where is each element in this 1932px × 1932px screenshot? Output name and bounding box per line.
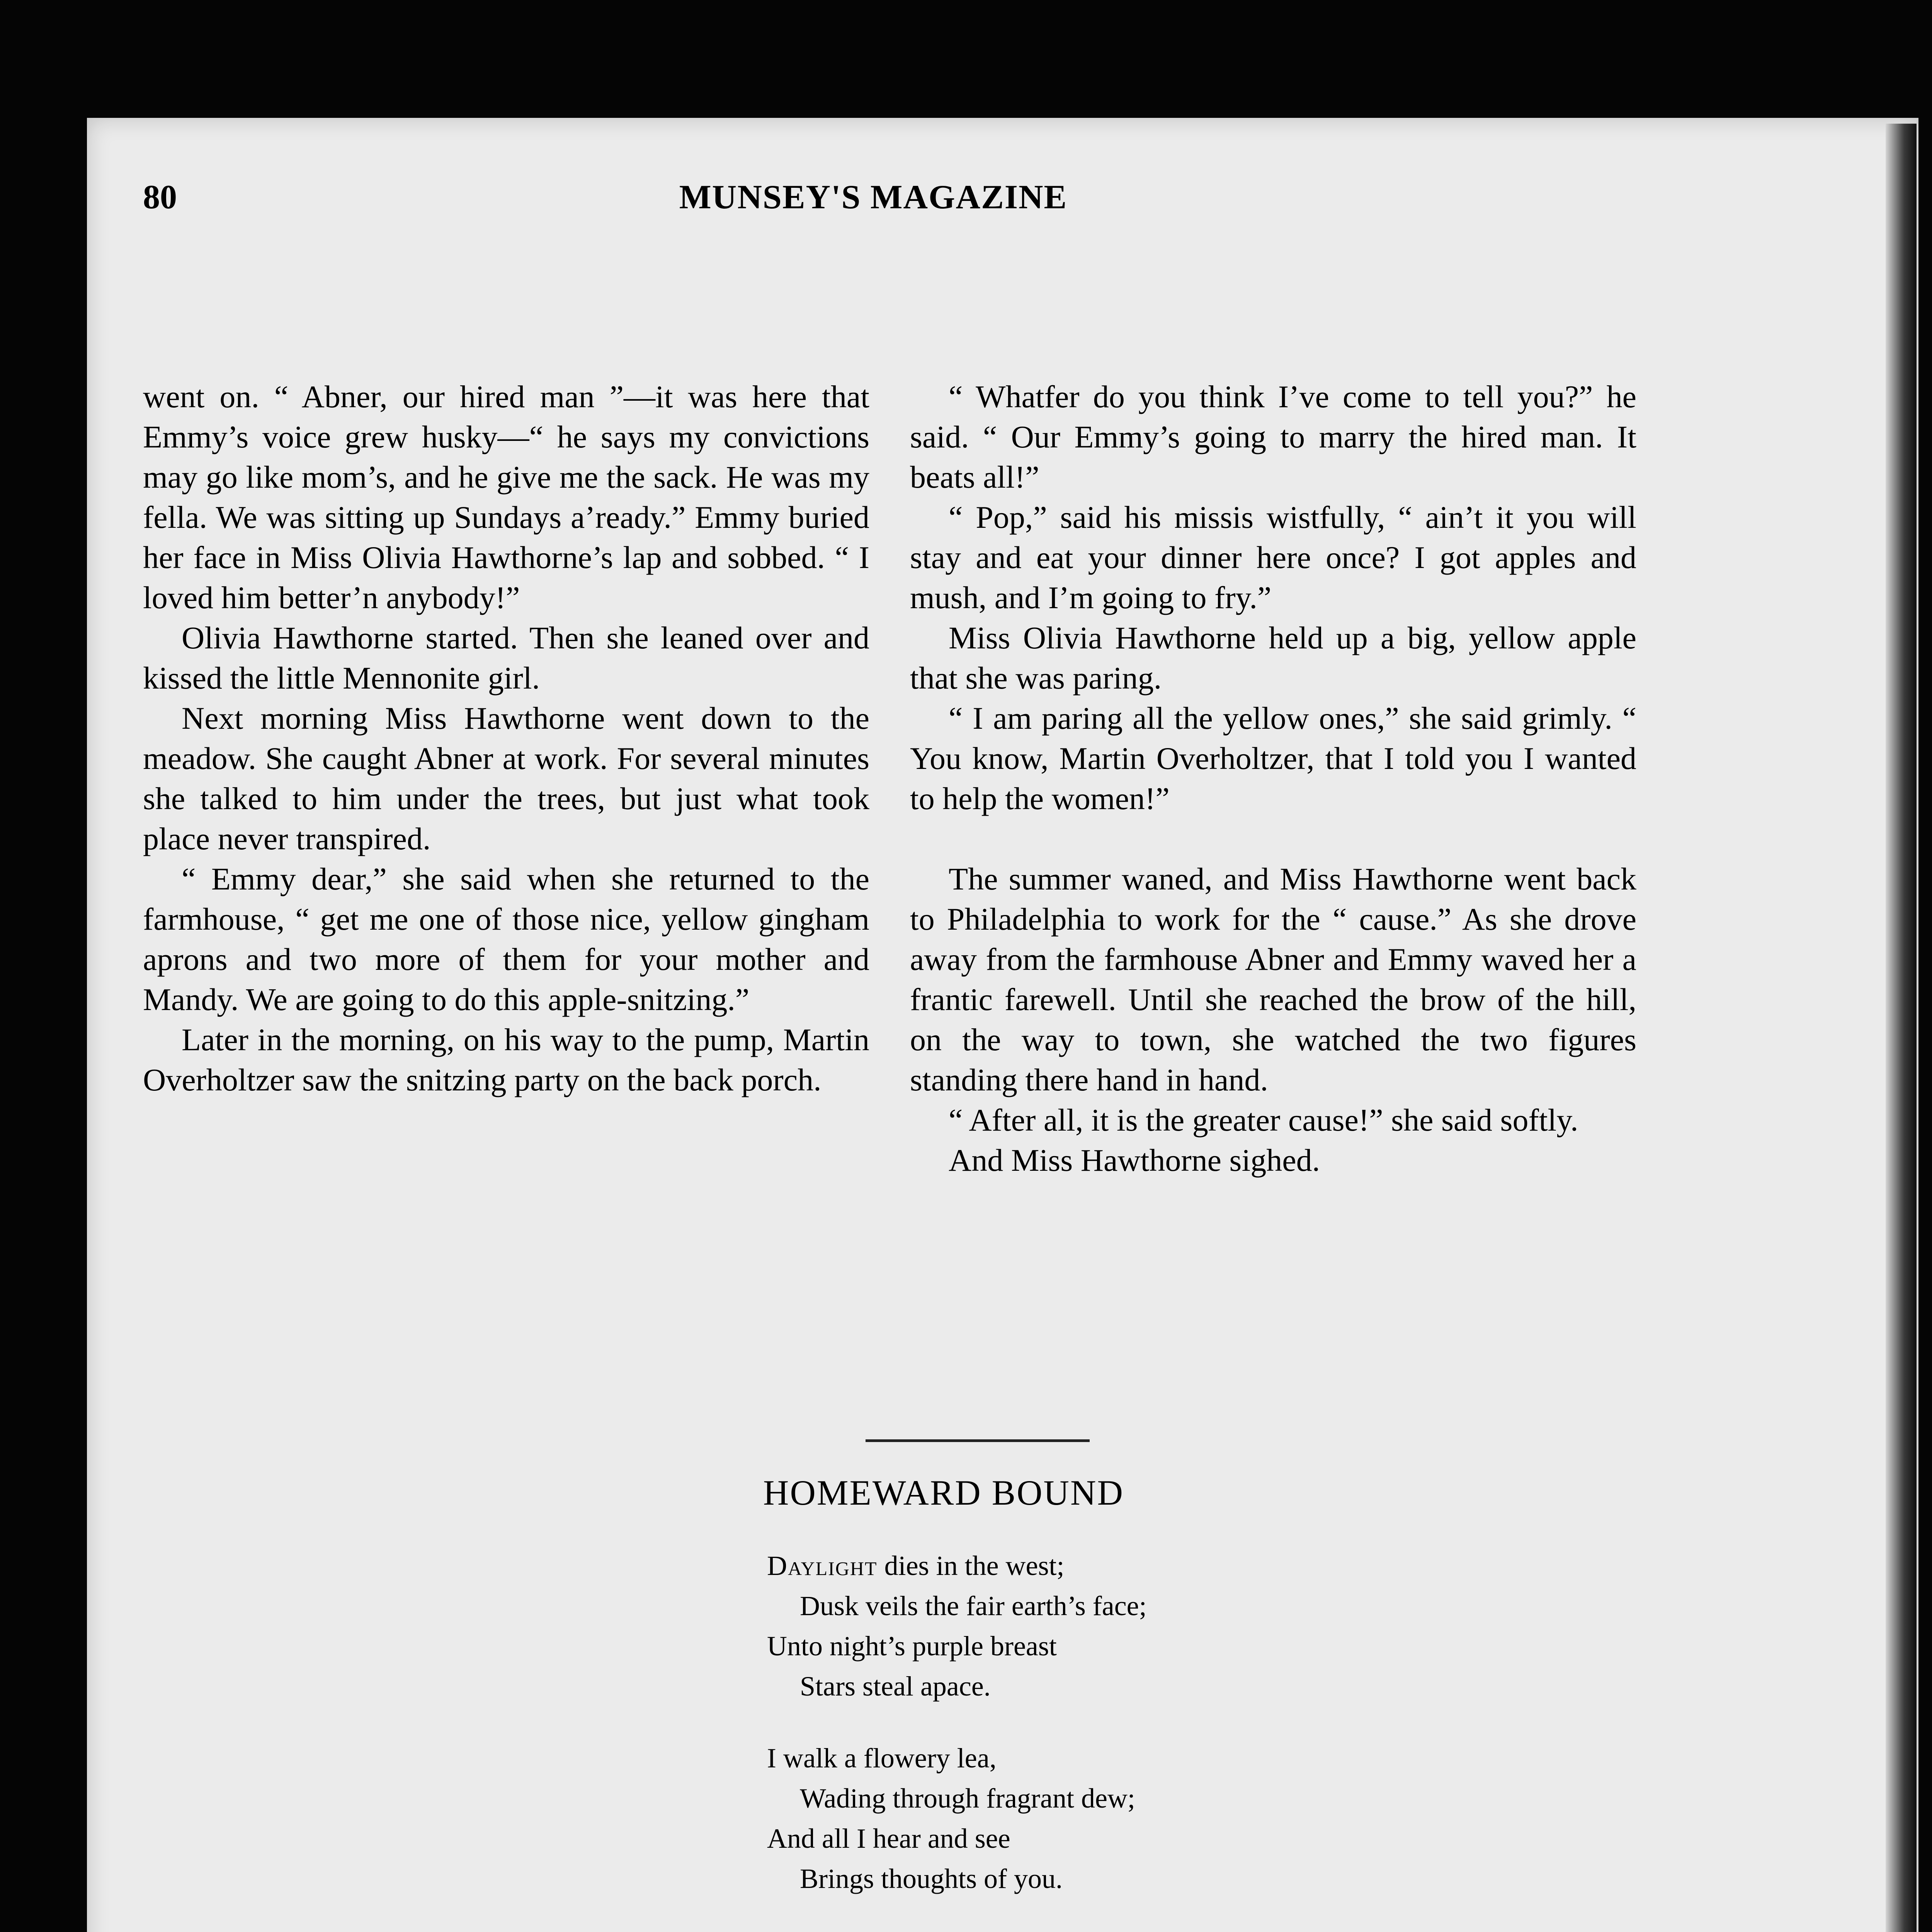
poem-line: Dusk veils the fair earth’s face; <box>800 1590 1147 1621</box>
story-paragraph: Olivia Hawthorne started. Then she leaned over and kissed the little Mennonite girl. <box>143 620 869 696</box>
book-spine-edge <box>1886 124 1917 1932</box>
poem-line: And all I hear and see <box>767 1823 1010 1854</box>
story-paragraph: “ I am paring all the yellow ones,” she said grimly. “ You know, Martin Overholtzer, that I told you I wanted to help the women!” <box>910 701 1636 816</box>
poem-line: I walk a flowery lea, <box>767 1743 997 1774</box>
story-right-column <box>910 377 1636 1180</box>
page-number: 80 <box>143 179 177 216</box>
running-title: MUNSEY'S MAGAZINE <box>679 179 1068 216</box>
story-paragraph: went on. “ Abner, our hired man ”—it was here that Emmy’s voice grew husky—“ he says my convictions may go like mom’s, and he give me the sack. He was my fella. We was sitting up Sundays a’ready.” Emmy buried her face in Miss Olivia Hawthorne’s lap and sobbed. “ I loved him better’n anybody!” <box>143 379 869 615</box>
poem-first-word: Daylight <box>767 1550 878 1581</box>
poem-line: Brings thoughts of you. <box>800 1863 1063 1894</box>
poem-line <box>767 1930 1694 1932</box>
poem-stanza <box>767 1930 1694 1932</box>
poem-line <box>767 1546 1694 1586</box>
story-paragraph: “ Emmy dear,” she said when she returned to the farmhouse, “ get me one of those nice, yellow gingham aprons and two more of them for your mother and Mandy. We are going to do this apple-snitzing.” <box>143 861 869 1017</box>
story-left-column <box>143 377 869 1100</box>
poem-line: Wading through fragrant dew; <box>800 1783 1135 1814</box>
story-paragraph: “ Pop,” said his missis wistfully, “ ain’t it you will stay and eat your dinner here once? I got apples and mush, and I’m going to fry.” <box>910 500 1636 615</box>
page-header <box>143 178 1604 224</box>
story-paragraph: Miss Olivia Hawthorne held up a big, yellow apple that she was paring. <box>910 620 1636 696</box>
story-paragraph: The summer waned, and Miss Hawthorne went back to Philadelphia to work for the “ cause.” As she drove away from the farmhouse Abner and Emmy waved her a frantic farewell. Until she reached the brow of the hill, on the way to town, she watched the two figures standing there hand in hand. <box>910 861 1636 1097</box>
poem-stanza <box>767 1546 1694 1706</box>
poem-stanza <box>767 1738 1694 1899</box>
story-paragraph: “ After all, it is the greater cause!” she said softly. <box>949 1102 1578 1138</box>
poem-title: HOMEWARD BOUND <box>763 1473 1124 1512</box>
story-paragraph: Later in the morning, on his way to the pump, Martin Overholtzer saw the snitzing party on the back porch. <box>143 1022 869 1097</box>
poem-line: Stars steal apace. <box>800 1671 991 1702</box>
poem-first-line-rest: dies in the west; <box>877 1550 1065 1581</box>
poem-line: Unto night’s purple breast <box>767 1631 1057 1662</box>
story-paragraph: “ Whatfer do you think I’ve come to tell you?” he said. “ Our Emmy’s going to marry the hired man. It beats all!” <box>910 379 1636 495</box>
poem-body <box>767 1546 1694 1932</box>
section-divider <box>866 1439 1090 1442</box>
story-paragraph: And Miss Hawthorne sighed. <box>949 1143 1320 1178</box>
story-paragraph: Next morning Miss Hawthorne went down to the meadow. She caught Abner at work. For several minutes she talked to him under the trees, but just what took place never transpired. <box>143 701 869 856</box>
